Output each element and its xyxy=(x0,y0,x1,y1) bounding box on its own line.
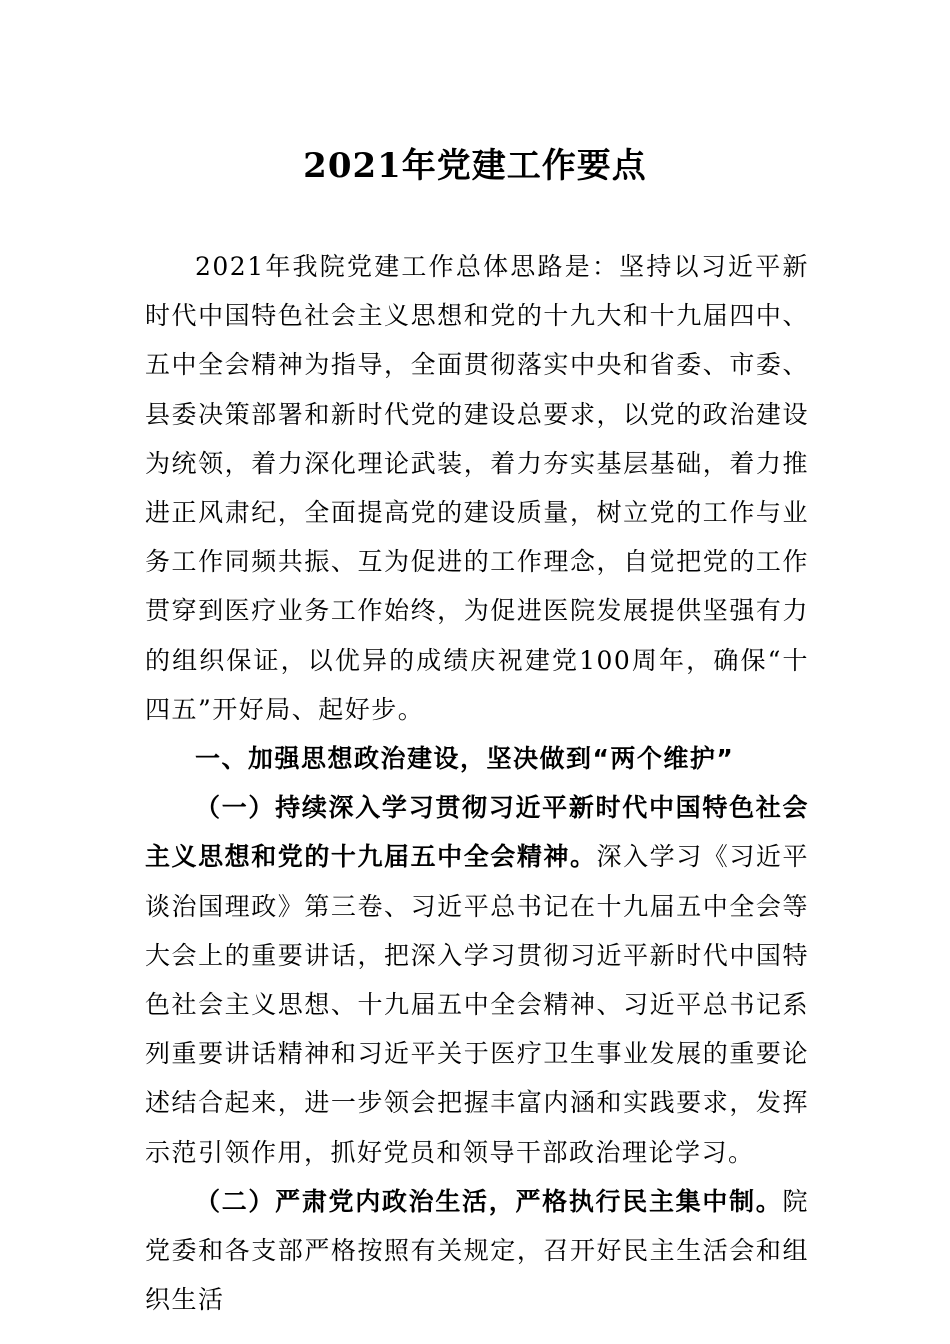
item-1-text: 深入学习《习近平谈治国理政》第三卷、习近平总书记在十九届五中全会等大会上的重要讲话，把深入学习贯彻习近平新时代中国特色社会主义思想、十九届五中全会精神、习近平总书记系列重要讲话精神和习近平关于医疗卫生事业发展的重要论述结合起来，进一步领会把握丰富内涵和实践要求，发挥示范引领作用，抓好党员和领导干部政治理论学习。 xyxy=(145,842,809,1167)
document-body xyxy=(145,242,809,1324)
item-paragraph-2 xyxy=(145,1177,809,1325)
intro-paragraph: 2021年我院党建工作总体思路是：坚持以习近平新时代中国特色社会主义思想和党的十九大和十九届四中、五中全会精神为指导，全面贯彻落实中央和省委、市委、县委决策部署和新时代党的建设总要求，以党的政治建设为统领，着力深化理论武装，着力夯实基层基础，着力推进正风肃纪，全面提高党的建设质量，树立党的工作与业务工作同频共振、互为促进的工作理念，自觉把党的工作贯穿到医疗业务工作始终，为促进医院发展提供坚强有力的组织保证，以优异的成绩庆祝建党100周年，确保“十四五”开好局、起好步。 xyxy=(145,252,809,724)
item-2-text: 院党委和各支部严格按照有关规定，召开好民主生活会和组织生活 xyxy=(145,1186,809,1315)
item-2-lead: （二）严肃党内政治生活，严格执行民主集中制。 xyxy=(195,1186,783,1216)
item-1-lead: （一）持续深入学习贯彻习近平新时代中国特色社会主义思想和党的十九届五中全会精神。 xyxy=(145,793,809,872)
section-heading-1: 一、加强思想政治建设，坚决做到“两个维护” xyxy=(195,744,735,774)
document-title: 2021年党建工作要点 xyxy=(303,146,647,186)
item-paragraph-1 xyxy=(145,783,809,1177)
